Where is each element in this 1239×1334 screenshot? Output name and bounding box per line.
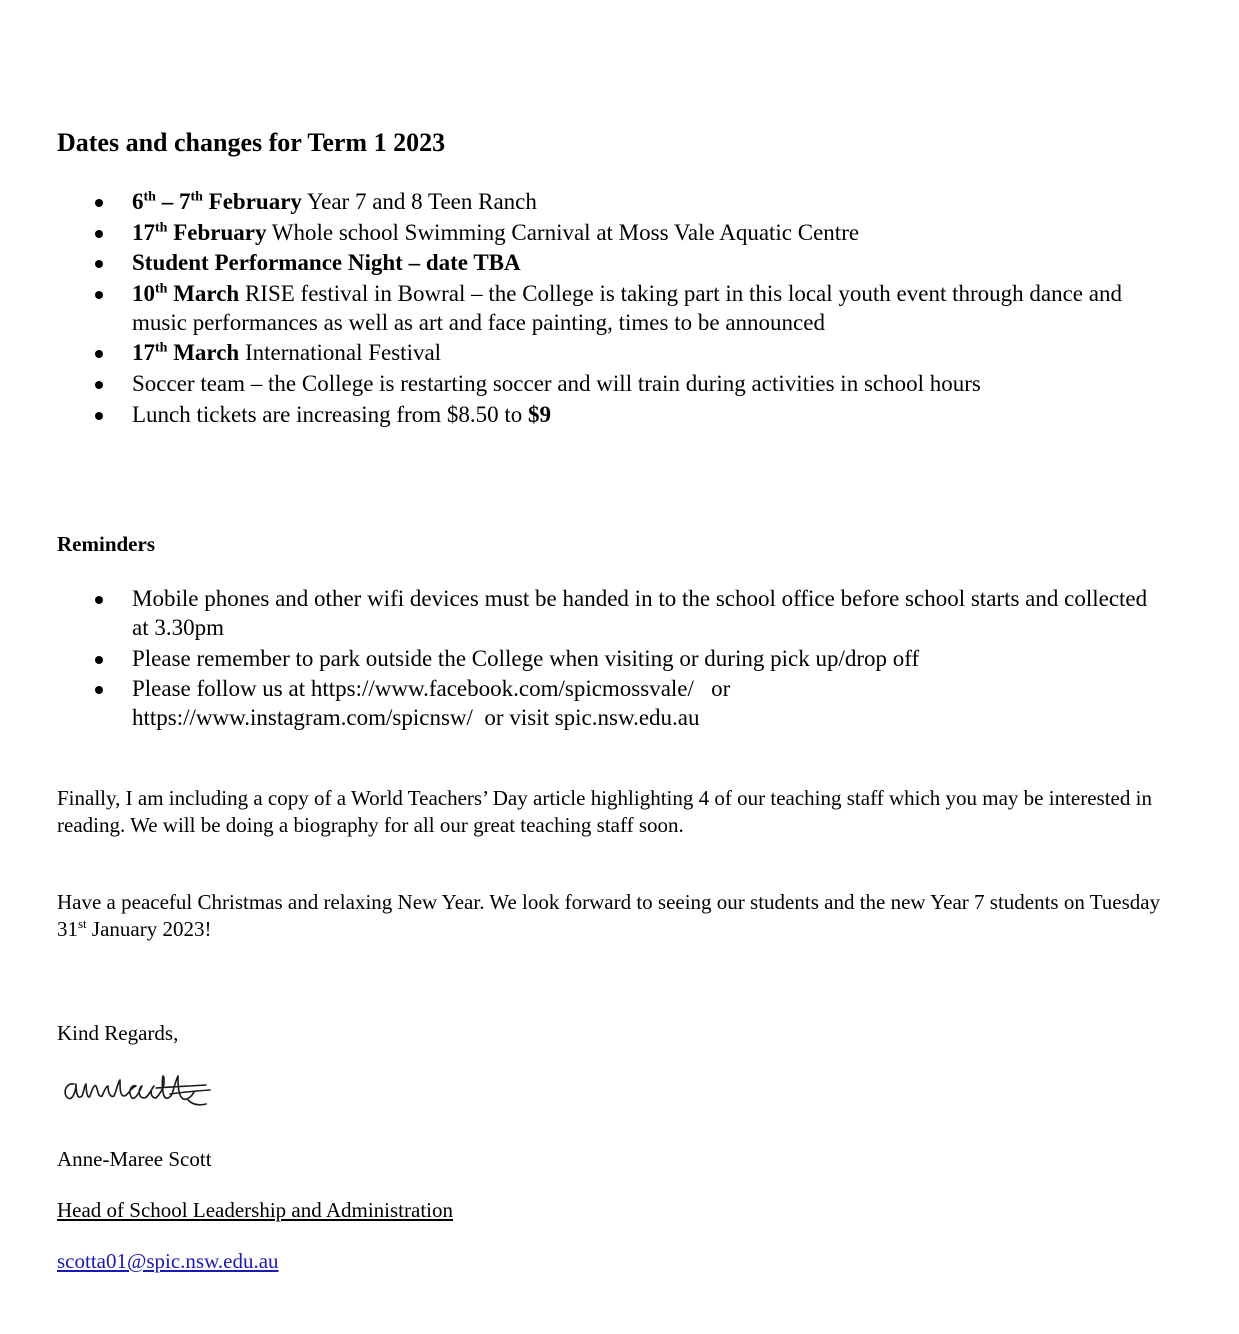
date-text: March xyxy=(167,280,240,306)
item-text: Student Performance Night – date TBA xyxy=(132,250,521,276)
item-text: International Festival xyxy=(239,340,442,366)
item-text: Year 7 and 8 Teen Ranch xyxy=(301,189,537,214)
item-text: Mobile phones and other wifi devices must be handed in to the school office before school starts and collected at 3.30pm xyxy=(132,586,1148,640)
price-text: $9 xyxy=(528,401,551,427)
bullet-icon xyxy=(95,199,103,207)
date-text: March xyxy=(167,340,240,366)
item-text: Whole school Swimming Carnival at Moss Vale Aquatic Centre xyxy=(266,219,860,245)
list-item xyxy=(57,218,1167,247)
date-text: 17 xyxy=(132,219,155,245)
reminders-list xyxy=(57,584,1167,734)
date-text: 17 xyxy=(132,340,155,366)
item-text: RISE festival in Bowral – the College is taking part in this local youth event through dance and music performances as well as art and face painting, times to be announced xyxy=(132,280,1122,335)
term-dates-list xyxy=(57,187,1167,430)
list-item xyxy=(57,644,1167,673)
signature-name: Anne-Maree Scott xyxy=(57,1147,212,1171)
bullet-icon xyxy=(95,260,103,268)
bullet-icon xyxy=(95,412,103,420)
list-item xyxy=(57,584,1167,642)
date-suffix: th xyxy=(155,219,168,235)
page-title: Dates and changes for Term 1 2023 xyxy=(57,128,446,157)
sign-off: Kind Regards, xyxy=(57,1021,179,1045)
date-suffix: st xyxy=(78,915,87,931)
bullet-icon xyxy=(95,350,103,358)
date-text: 10 xyxy=(132,280,155,306)
bullet-icon xyxy=(95,686,103,694)
email-link[interactable]: scotta01@spic.nsw.edu.au xyxy=(57,1249,279,1273)
date-suffix: th xyxy=(190,189,203,205)
finally-paragraph: Finally, I am including a copy of a World Teachers’ Day article highlighting 4 of our teaching staff which you may be interested in reading. We will be doing a biography for all our great teaching staff soon. xyxy=(57,786,1152,837)
item-text: Please follow us at https://www.facebook.com/spicmossvale/ or https://www.instagram.com/spicnsw/ or visit spic.nsw.edu.au xyxy=(132,676,737,731)
date-suffix: th xyxy=(155,281,168,297)
date-suffix: th xyxy=(155,340,168,356)
item-text: Soccer team – the College is restarting soccer and will train during activities in school hours xyxy=(132,370,981,396)
paragraph-text: January 2023! xyxy=(86,916,212,941)
list-item xyxy=(57,400,1167,429)
date-suffix: th xyxy=(143,189,156,205)
list-item xyxy=(57,369,1167,398)
bullet-icon xyxy=(95,596,103,604)
item-text: Lunch tickets are increasing from $8.50 to xyxy=(132,401,528,427)
date-text: 6 xyxy=(132,189,144,214)
bullet-icon xyxy=(95,381,103,389)
list-item xyxy=(57,248,1167,277)
date-text: February xyxy=(167,219,267,245)
handwritten-signature xyxy=(60,1066,212,1114)
bullet-icon xyxy=(95,291,103,299)
paragraph-text: Have a peaceful Christmas and relaxing New Year. We look forward to seeing our students and the new Year 7 students on Tuesday 31 xyxy=(57,890,1161,941)
bullet-icon xyxy=(95,230,103,238)
reminders-heading: Reminders xyxy=(57,532,155,556)
bullet-icon xyxy=(95,656,103,664)
item-text: Please remember to park outside the College when visiting or during pick up/drop off xyxy=(132,645,920,671)
christmas-paragraph xyxy=(57,889,1177,942)
role-title: Head of School Leadership and Administration xyxy=(57,1198,453,1222)
date-text: February xyxy=(202,189,302,214)
list-item xyxy=(57,187,1167,216)
list-item xyxy=(57,279,1167,337)
list-item xyxy=(57,674,1167,732)
date-text: – 7 xyxy=(155,189,191,214)
list-item xyxy=(57,338,1167,367)
